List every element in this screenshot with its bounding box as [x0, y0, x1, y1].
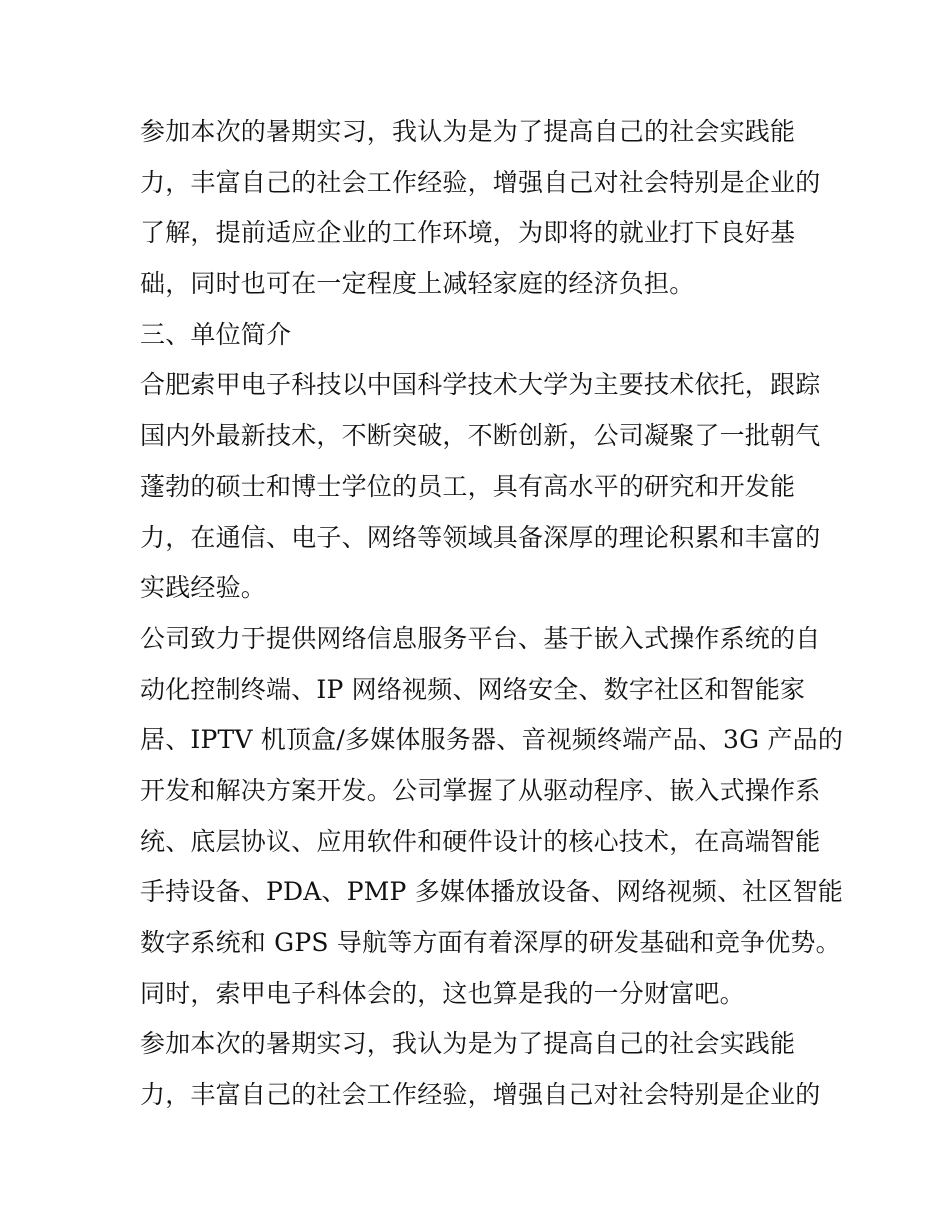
text-line: 础，同时也可在一定程度上减轻家庭的经济负担。	[140, 269, 695, 299]
text-line: 参加本次的暑期实习，我认为是为了提高自己的社会实践能	[140, 117, 796, 146]
text-line: 居、IPTV 机顶盒/多媒体服务器、音视频终端产品、3G 产品的	[140, 725, 844, 755]
text-line: 国内外最新技术，不断突破，不断创新，公司凝聚了一批朝气	[140, 421, 821, 451]
text-line: 合肥索甲电子科技以中国科学技术大学为主要技术依托，跟踪	[140, 370, 821, 400]
section-heading: 三、单位简介	[140, 319, 292, 349]
text-line: 力，在通信、电子、网络等领域具备深厚的理论积累和丰富的	[140, 522, 821, 552]
document-body	[140, 107, 844, 1121]
text-line: 参加本次的暑期实习，我认为是为了提高自己的社会实践能	[140, 1029, 796, 1059]
text-line: 了解，提前适应企业的工作环境，为即将的就业打下良好基	[140, 218, 796, 248]
text-line: 开发和解决方案开发。公司掌握了从驱动程序、嵌入式操作系	[140, 775, 821, 805]
text-line: 蓬勃的硕士和博士学位的员工，具有高水平的研究和开发能	[140, 471, 796, 501]
text-line: 同时，索甲电子科体会的，这也算是我的一分财富吧。	[140, 978, 745, 1008]
text-line: 力，丰富自己的社会工作经验，增强自己对社会特别是企业的	[140, 167, 821, 197]
text-line: 实践经验。	[140, 573, 267, 603]
text-line: 力，丰富自己的社会工作经验，增强自己对社会特别是企业的	[140, 1080, 821, 1110]
text-line: 手持设备、PDA、PMP 多媒体播放设备、网络视频、社区智能	[140, 877, 844, 907]
text-line: 动化控制终端、IP 网络视频、网络安全、数字社区和智能家	[140, 674, 806, 704]
text-line: 公司致力于提供网络信息服务平台、基于嵌入式操作系统的自	[140, 623, 821, 653]
text-line: 数字系统和 GPS 导航等方面有着深厚的研发基础和竞争优势。	[140, 928, 841, 957]
text-line: 统、底层协议、应用软件和硬件设计的核心技术，在高端智能	[140, 826, 821, 856]
